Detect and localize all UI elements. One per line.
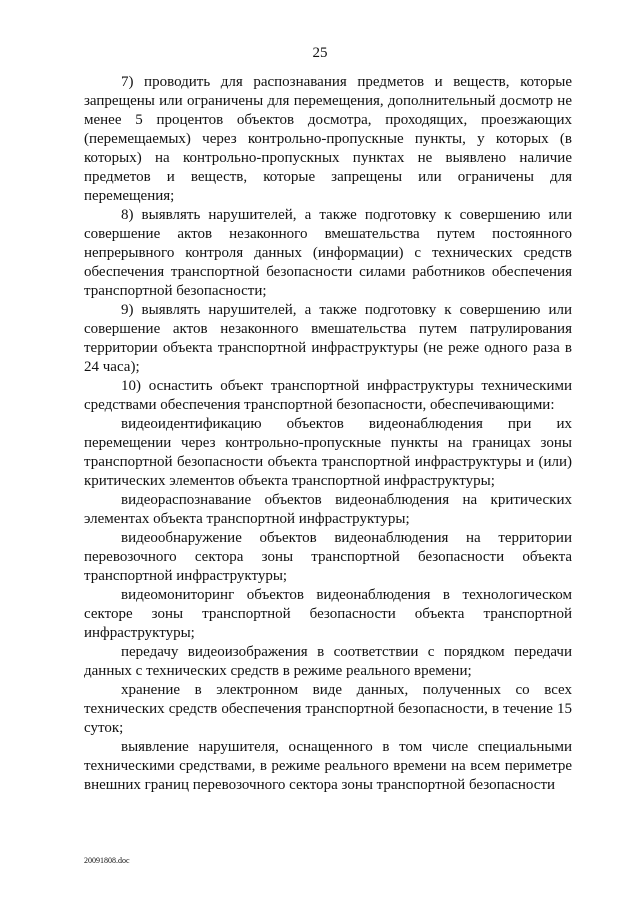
- paragraph-item-8: 8) выявлять нарушителей, а также подготовку к совершению или совершение актов незаконного вмешательства путем постоянного непрерывного контроля данных (информации) с технических средств обеспечения транспортной безопасности силами работников обеспечения транспортной безопасности;: [84, 207, 572, 299]
- paragraph-item-10: 10) оснастить объект транспортной инфраструктуры техническими средствами обеспечения транспортной безопасности, обеспечивающими:: [84, 378, 572, 413]
- page-number: 25: [312, 45, 328, 61]
- paragraph-video-transmission: передачу видеоизображения в соответствии с порядком передачи данных с технических средств в режиме реального времени;: [84, 644, 572, 679]
- paragraph-data-storage: хранение в электронном виде данных, полученных со всех технических средств обеспечения транспортной безопасности, в течение 15 суток;: [84, 682, 572, 736]
- paragraph-video-detection: видеообнаружение объектов видеонаблюдения на территории перевозочного сектора зоны транспортной безопасности объекта транспортной инфраструктуры;: [84, 530, 572, 584]
- paragraph-item-9: 9) выявлять нарушителей, а также подготовку к совершению или совершение актов незаконного вмешательства путем патрулирования территории объекта транспортной инфраструктуры (не реже одного раза в 24 часа);: [84, 302, 572, 375]
- paragraph-video-identification: видеоидентификацию объектов видеонаблюдения при их перемещении через контрольно-пропускные пункты на границах зоны транспортной безопасности объекта транспортной инфраструктуры и (или) критических элементов объекта транспортной инфраструктуры;: [84, 416, 572, 489]
- document-body: [84, 73, 572, 795]
- paragraph-video-recognition: видеораспознавание объектов видеонаблюдения на критических элементах объекта транспортной инфраструктуры;: [84, 492, 572, 527]
- paragraph-video-monitoring: видеомониторинг объектов видеонаблюдения в технологическом секторе зоны транспортной безопасности объекта транспортной инфраструктуры;: [84, 587, 572, 641]
- footer-filename: 20091808.doc: [84, 856, 130, 865]
- paragraph-item-7: 7) проводить для распознавания предметов и веществ, которые запрещены или ограничены для перемещения, дополнительный досмотр не менее 5 процентов объектов досмотра, проходящих, проезжающих (перемещаемых) через контрольно-пропускные пункты, у которых (в которых) на контрольно-пропускных пунктах не выявлено наличие предметов и веществ, которые запрещены или ограничены для перемещения;: [84, 74, 572, 204]
- paragraph-intruder-detection: выявление нарушителя, оснащенного в том числе специальными техническими средствами, в режиме реального времени на всем периметре внешних границ перевозочного сектора зоны транспортной безопасности: [84, 739, 572, 793]
